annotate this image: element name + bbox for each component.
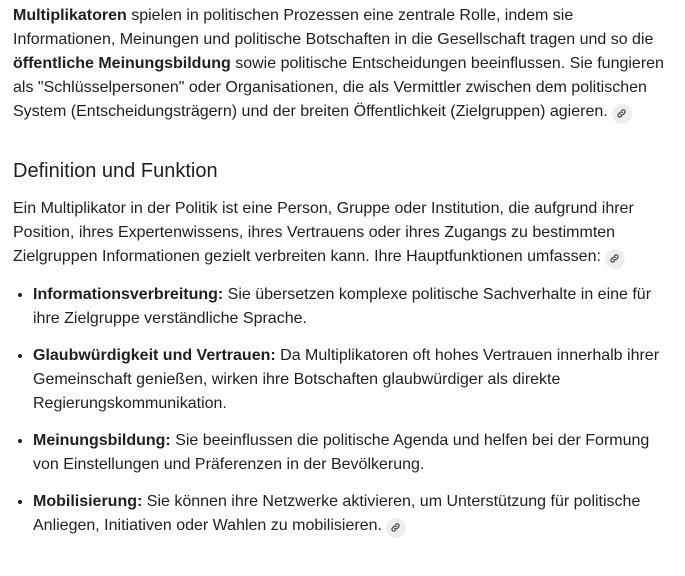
list-item-term: Informationsverbreitung:	[33, 286, 224, 303]
list-item-term: Meinungsbildung:	[33, 432, 171, 449]
list-item-desc: Sie beeinflussen die politische Agenda und helfen bei der Formung von Einstellungen und Präferenzen in der Bevölkerung.	[33, 432, 650, 473]
link-icon	[390, 522, 401, 533]
section-heading: Definition und Funktion	[13, 160, 218, 182]
citation-link-button[interactable]	[612, 104, 632, 124]
intro-text-1: spielen in politischen Prozessen eine zentrale Rolle, indem sie Informationen, Meinungen und politische Botschaften in die Gesellschaft tragen und so die	[13, 7, 654, 48]
citation-link-button[interactable]	[386, 518, 406, 538]
intro-lead-bold: Multiplikatoren	[13, 7, 127, 24]
list-item	[33, 344, 671, 416]
section-text: Ein Multiplikator in der Politik ist eine Person, Gruppe oder Institution, die aufgrund ihrer Position, ihres Expertenwissens, ihres Vertrauens oder ihres Zugangs zu bestimmten Zielgruppen Informationen gezielt verbreiten kann. Ihre Hauptfunktionen umfassen:	[13, 200, 634, 265]
list-item-desc: Da Multiplikatoren oft hohes Vertrauen innerhalb ihrer Gemeinschaft genießen, wirken ihre Botschaften glaubwürdiger als direkte Regierungskommunikation.	[33, 347, 660, 412]
list-item	[33, 429, 671, 477]
citation-link-button[interactable]	[605, 249, 625, 269]
list-item-desc: Sie können ihre Netzwerke aktivieren, um Unterstützung für politische Anliegen, Initiativen oder Wahlen zu mobilisieren.	[33, 493, 641, 534]
intro-paragraph	[13, 4, 671, 124]
link-icon	[616, 108, 627, 119]
list-item-desc: Sie übersetzen komplexe politische Sachverhalte in eine für ihre Zielgruppe verständliche Sprache.	[33, 286, 652, 327]
list-item-term: Mobilisierung:	[33, 493, 143, 510]
list-item	[33, 490, 671, 538]
functions-list	[13, 283, 671, 538]
link-icon	[609, 253, 620, 264]
list-item	[33, 283, 671, 331]
list-item-term: Glaubwürdigkeit und Vertrauen:	[33, 347, 276, 364]
section-paragraph	[13, 197, 671, 269]
intro-mid-bold: öffentliche Meinungsbildung	[13, 55, 231, 72]
intro-text-2: sowie politische Entscheidungen beeinflussen. Sie fungieren als "Schlüsselpersonen" oder Organisationen, die als Vermittler zwischen dem politischen System (Entscheidungsträgern) und der breiten Öffentlichkeit (Zielgruppen) agieren.	[13, 55, 664, 120]
